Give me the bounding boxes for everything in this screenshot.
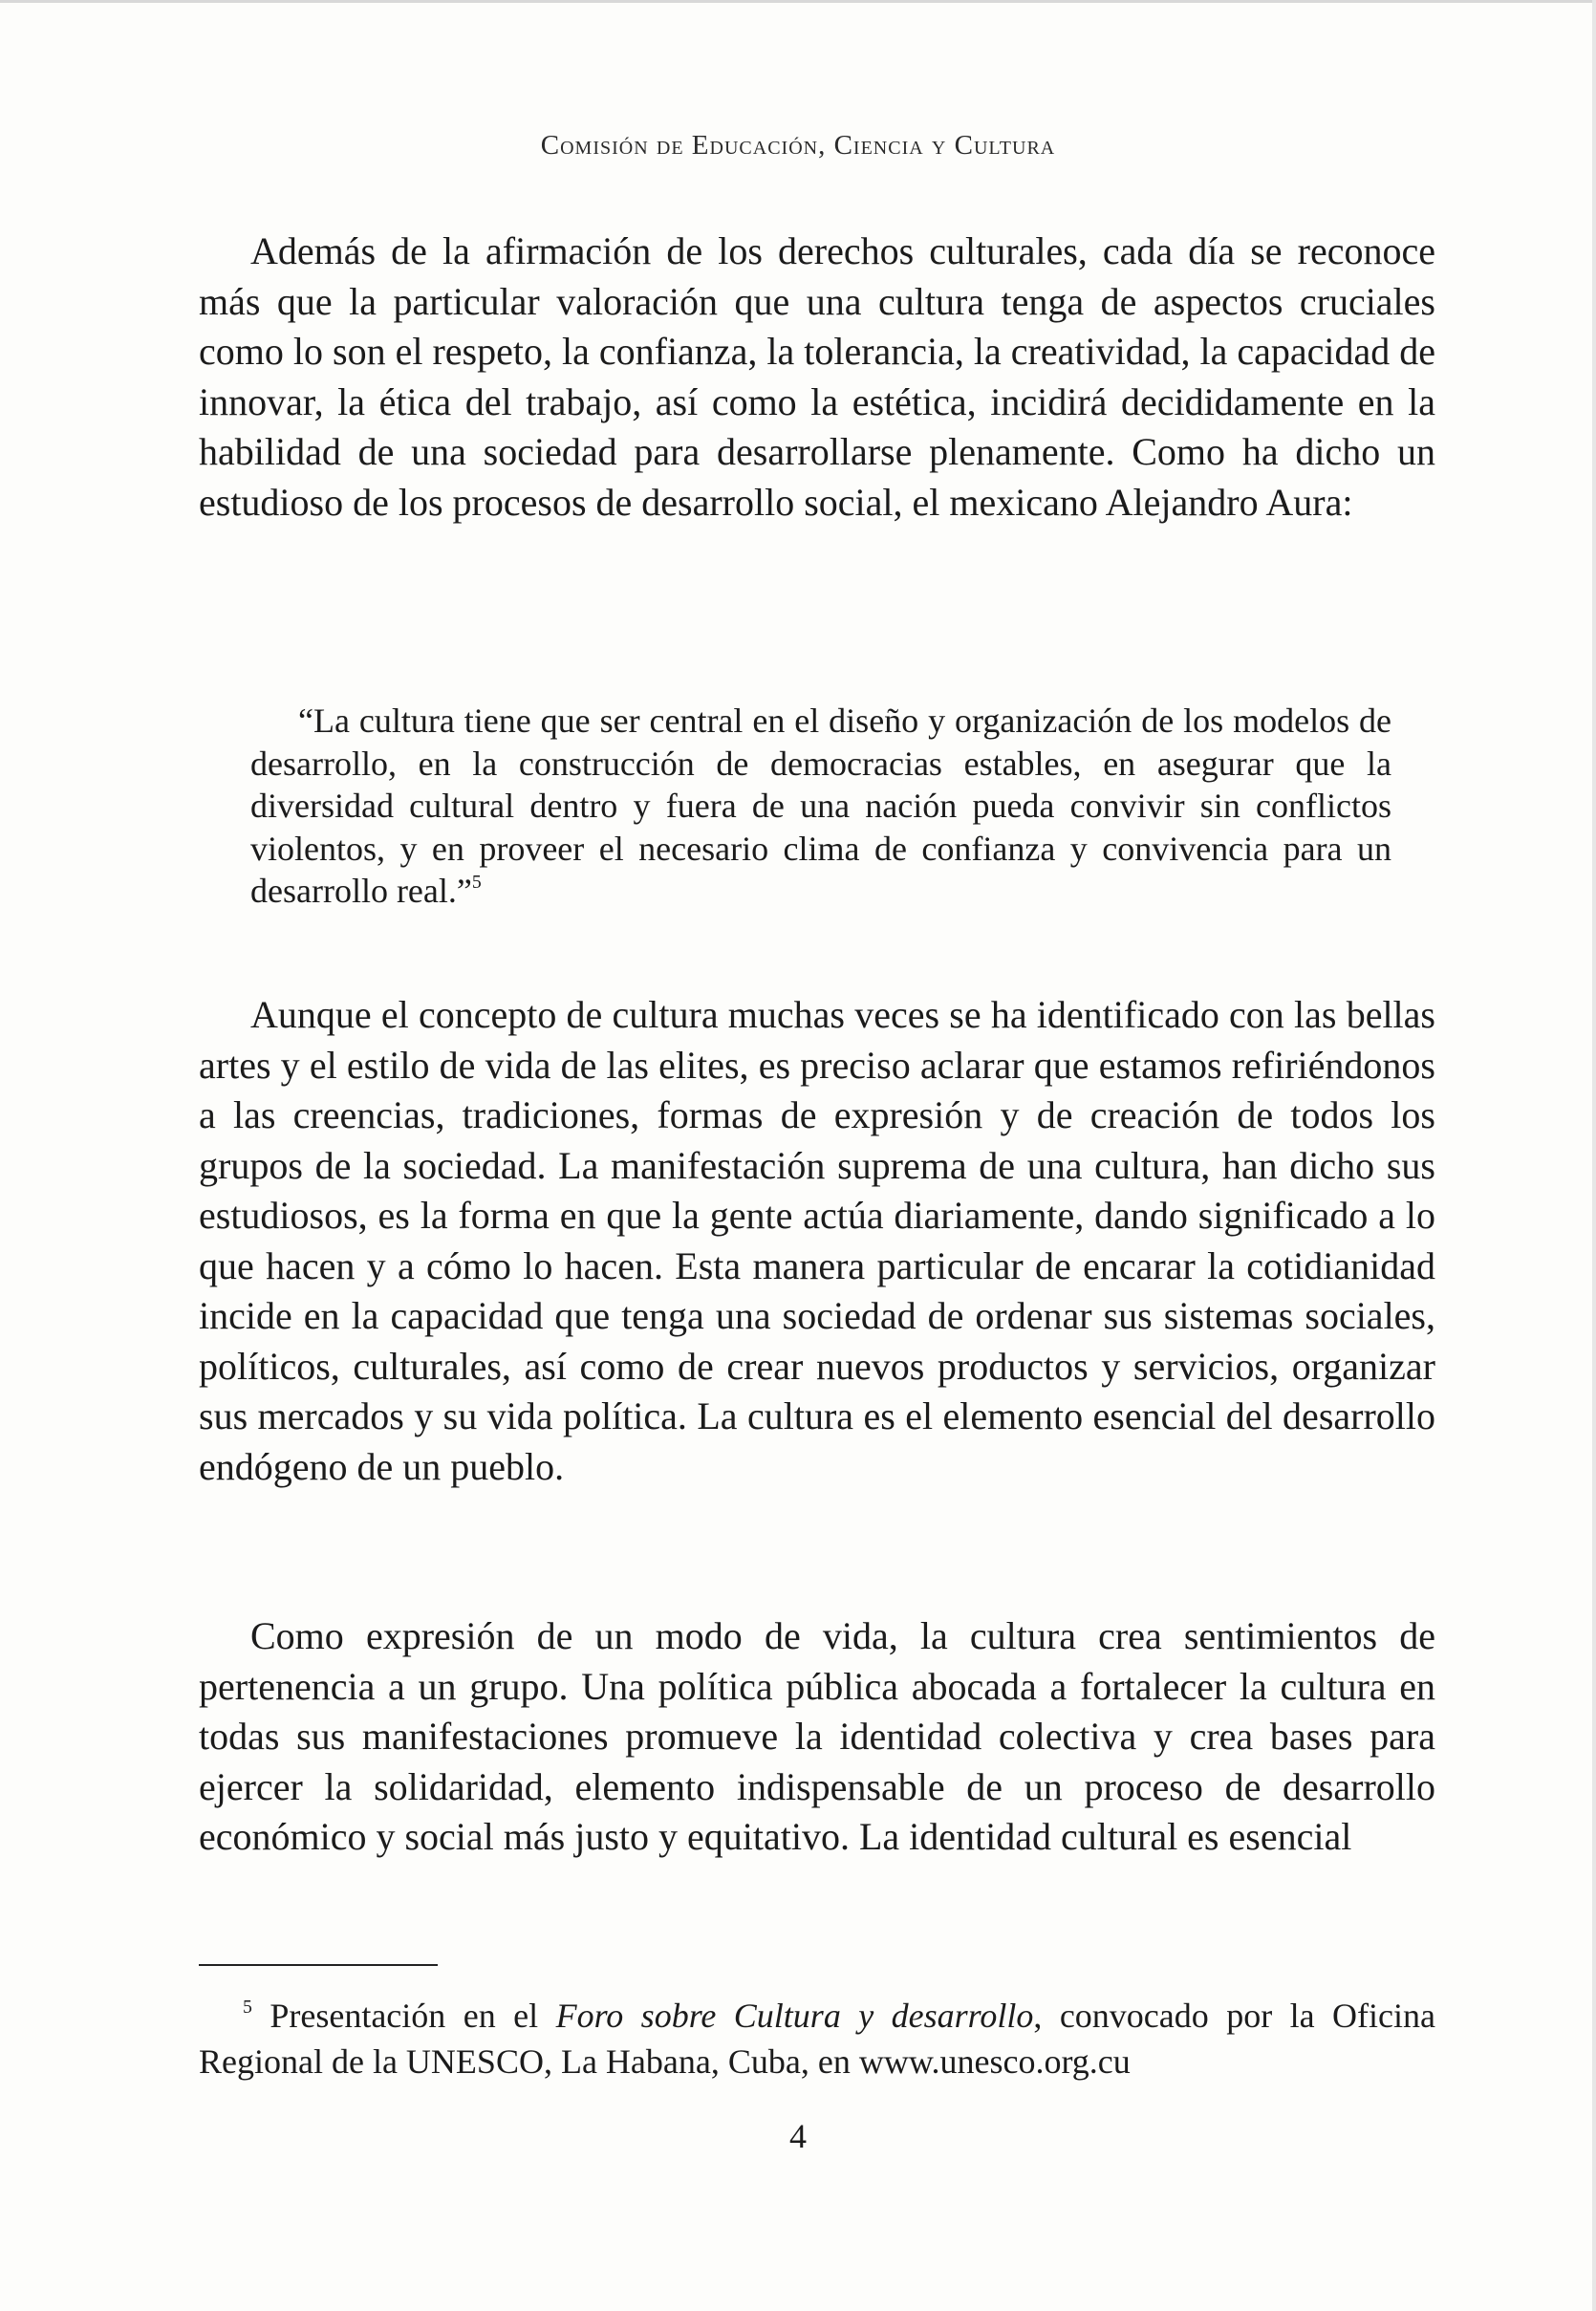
paragraph-text: Además de la afirmación de los derechos culturales, cada día se reconoce más que la particular valoración que una cultura tenga de aspectos cruciales como lo son el respeto, la confianza, la tolerancia, la creatividad, la capacidad de innovar, la ética del trabajo, así como la estética, incidirá decididamente en la habilidad de una sociedad para desarrollarse plenamente. Como ha dicho un estudioso de los procesos de desarrollo social, el mexicano Alejandro Aura: (199, 229, 1435, 524)
page-right-edge (1592, 0, 1596, 2311)
running-head: Comisión de Educación, Ciencia y Cultura (540, 130, 1056, 161)
footnote-text-before: Presentación en el (270, 1997, 556, 2035)
block-quote (250, 700, 1391, 913)
paragraph-text: Aunque el concepto de cultura muchas veces se ha identificado con las bellas artes y el estilo de vida de las elites, es preciso aclarar que estamos refiriéndonos a las creencias, tradiciones, formas de expresión y de creación de todos los grupos de la sociedad. La manifestación suprema de una cultura, han dicho sus estudiosos, es la forma en que la gente actúa diariamente, dando significado a lo que hacen y a cómo lo hacen. Esta manera particular de encarar la cotidianidad incide en la capacidad que tenga una sociedad de ordenar sus sistemas sociales, políticos, culturales, así como de crear nuevos productos y servicios, organizar sus mercados y su vida política. La cultura es el elemento esencial del desarrollo endógeno de un pueblo. (199, 993, 1435, 1488)
footnote-separator (199, 1964, 438, 1966)
body-paragraph-1 (199, 227, 1435, 528)
footnote (199, 1993, 1435, 2084)
body-paragraph-3 (199, 1611, 1435, 1863)
footnote-text (199, 1993, 1435, 2084)
block-quote-text (250, 700, 1391, 913)
quote-text: “La cultura tiene que ser central en el diseño y organización de los modelos de desarrollo, en la construcción de democracias estables, en asegurar que la diversidad cultural dentro y fuera de una nación pueda convivir sin conflictos violentos, y en proveer el necesario clima de confianza y convivencia para un desarrollo real.” (250, 702, 1391, 910)
footnote-text-after: , convocado por la Oficina Regional de la UNESCO, La Habana, Cuba, en www.unesco.org.cu (199, 1997, 1436, 2081)
page-number: 4 (789, 2117, 807, 2155)
page-top-edge (0, 0, 1596, 3)
paragraph-text: Como expresión de un modo de vida, la cultura crea sentimientos de pertenencia a un grupo. Una política pública abocada a fortalecer la cultura en todas sus manifestaciones promueve la identidad colectiva y crea bases para ejercer la solidaridad, elemento indispensable de un proceso de desarrollo económico y social más justo y equitativo. La identidad cultural es esencial (199, 1614, 1435, 1858)
body-paragraph-2 (199, 990, 1435, 1492)
footnote-reference[interactable]: 5 (471, 872, 482, 894)
footnote-italic-title: Foro sobre Cultura y desarrollo (555, 1997, 1034, 2035)
footnote-number: 5 (243, 1997, 252, 2019)
